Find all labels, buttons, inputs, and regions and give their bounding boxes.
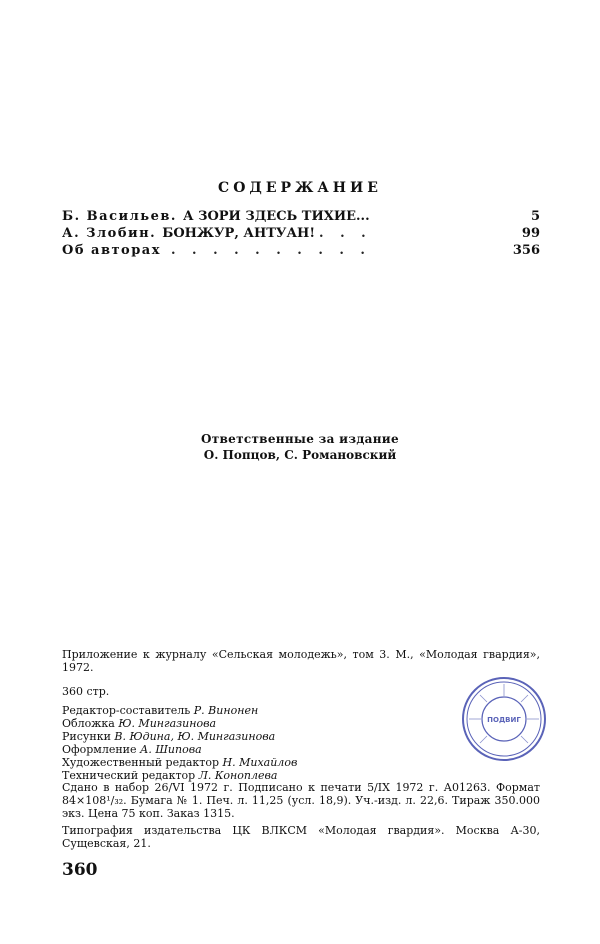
table-of-contents xyxy=(62,209,540,260)
credit-role: Оформление xyxy=(62,743,137,756)
credit-name: Ю. Мингазинова xyxy=(118,717,217,730)
credit-role: Художественный редактор xyxy=(62,756,220,769)
toc-leader: . . . xyxy=(319,226,372,241)
stamp-text: ПОДВИГ xyxy=(487,716,521,724)
credit-name: Н. Михайлов xyxy=(222,756,298,769)
printer-info: Типография издательства ЦК ВЛКСМ «Молодая гвардия». Москва А-30, Сущевская, 21. xyxy=(62,824,540,850)
library-stamp xyxy=(460,675,548,763)
toc-entry xyxy=(62,226,540,243)
toc-entry xyxy=(62,243,540,260)
print-details: Сдано в набор 26/VI 1972 г. Подписано к печати 5/IX 1972 г. А01263. Формат 84×108¹/₃₂. Бумага № 1. Печ. л. 11,25 (усл. 18,9). Уч.-изд. л. 22,6. Тираж 350.000 экз. Цена 75 коп. Заказ 1315. xyxy=(62,781,540,820)
credit-name: Л. Коноплева xyxy=(198,769,278,782)
page-number: 360 xyxy=(62,860,98,880)
contents-title: СОДЕРЖАНИЕ xyxy=(218,180,382,196)
credit-role: Технический редактор xyxy=(62,769,196,782)
toc-page: 99 xyxy=(521,226,540,241)
stamp-seal-icon xyxy=(460,675,548,763)
appendix-note: Приложение к журналу «Сельская молодежь», том 3. М., «Молодая гвардия», 1972. xyxy=(62,648,540,674)
toc-author: Б. Васильев. xyxy=(62,209,177,224)
toc-entry xyxy=(62,209,540,226)
toc-author: А. Злобин. xyxy=(62,226,157,241)
responsible-block xyxy=(0,431,600,463)
toc-work-title: А ЗОРИ ЗДЕСЬ ТИХИЕ... xyxy=(182,209,370,224)
toc-page: 356 xyxy=(512,243,540,258)
toc-work-title: БОНЖУР, АНТУАН! xyxy=(162,226,316,241)
toc-author: Об авторах xyxy=(62,243,161,258)
credit-role: Обложка xyxy=(62,717,115,730)
credit-name: А. Шипова xyxy=(140,743,202,756)
page-count: 360 стр. xyxy=(62,685,110,698)
responsible-heading: Ответственные за издание xyxy=(201,432,399,446)
credit-name: Р. Винонен xyxy=(193,704,259,717)
toc-leader: . . . . . . . . . . xyxy=(170,243,371,258)
responsible-names: О. Попцов, С. Романовский xyxy=(203,448,397,462)
credit-role: Редактор-составитель xyxy=(62,704,191,717)
credit-name: В. Юдина, Ю. Мингазинова xyxy=(114,730,276,743)
toc-page: 5 xyxy=(530,209,540,224)
credit-role: Рисунки xyxy=(62,730,111,743)
